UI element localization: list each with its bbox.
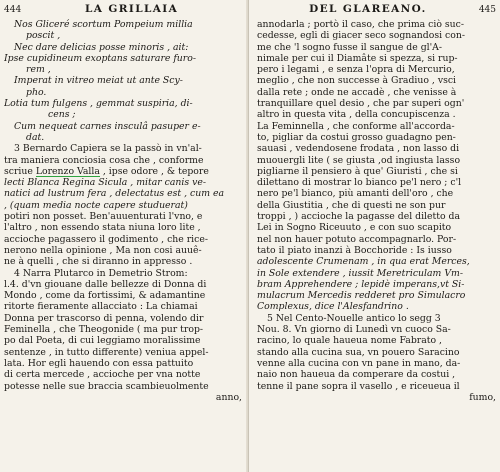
text-line: Donna per trascorso di penna, volendo dir: [4, 312, 204, 324]
text-line: pho.: [26, 86, 47, 98]
right-text-block: [257, 19, 496, 403]
text-line: sauasi , vedendosene frodata , non lasso di: [257, 143, 460, 155]
text-line: potiri non posset. Ben'auuenturati l'vno, e: [4, 211, 203, 223]
text-line: fumo,: [469, 391, 496, 403]
right-page-number: 445: [478, 5, 496, 15]
text-line: Nou. 8. Vn giorno di Lunedì vn cuoco Sa-: [257, 324, 451, 336]
right-running-head: [257, 3, 496, 18]
text-line: tra maniera conciosia cosa che , conforme: [4, 154, 204, 166]
text-segment: , ipse odore , & tepore: [99, 165, 209, 177]
text-line: ne à quelli , che si diranno in appresso .: [4, 256, 193, 268]
text-line: Cum nequeat carnes insculâ pasuper e-: [14, 120, 201, 132]
text-line: nimale per cui il Diamâte si spezza, si rup-: [257, 52, 458, 64]
text-line: accioche pagassero il godimento , che rice-: [4, 233, 209, 245]
text-line: nel non hauer potuto accompagnarlo. Por-: [257, 233, 457, 245]
text-line: [4, 166, 242, 177]
text-line: 3 Bernardo Capiera se la passò in vn'al-: [14, 143, 202, 155]
text-line: Nec dare delicias posse minoris , ait:: [14, 41, 189, 53]
text-line: lecti Blanca Regina Sicula , mitar canis ve-: [4, 177, 207, 189]
text-line: po dal Poeta, di cui leggiamo moralissime: [4, 335, 201, 347]
left-page-number: 444: [4, 5, 22, 15]
text-line: Ipse cupidineum exoptans saturare furo-: [4, 52, 196, 64]
text-line: pigliarne il pensiero à que' Giuristi , che si: [257, 165, 458, 177]
text-line: tenne il pane sopra il vasello , e riceueua il: [257, 380, 460, 392]
text-line: l'altro , non essendo stata niuna loro lite ,: [4, 222, 201, 234]
text-line: lata. Hor egli hauendo con essa pattuito: [4, 357, 194, 369]
text-line: altro in questa vita , della concupiscenza .: [257, 109, 456, 121]
text-line: stando alla cucina sua, vn pouero Saracino: [257, 346, 460, 358]
text-line: troppi , ) accioche la pagasse del diletto da: [257, 211, 461, 223]
text-line: 5 Nel Cento-Nouelle antico lo segg 3: [267, 312, 441, 324]
text-line: in Sole extendere , iussit Meretriculam Vm-: [257, 267, 463, 279]
right-running-title: DEL GLAREANO.: [309, 3, 427, 15]
text-line: potesse nelle sue braccia scambieuolmente: [4, 380, 209, 392]
text-line: Nos Gliceré scortum Pompeium millia: [14, 19, 193, 30]
text-line: Lotia tum fulgens , gemmat suspiria, di-: [4, 98, 193, 110]
left-page: [0, 0, 248, 472]
text-line: meglio , che non successe à Gradiuo , vsci: [257, 75, 457, 87]
left-running-title: LA GRILLAIA: [85, 3, 179, 15]
text-line: ritorte fieramente allacciato : La chiamai: [4, 301, 198, 313]
text-line: l.4. d'vn giouane dalle bellezze di Donna di: [4, 278, 207, 290]
text-line: poscit ,: [26, 30, 61, 42]
text-line: della Giustitia , che di questi ne son pur: [257, 199, 446, 211]
text-line: me che 'l sogno fusse il sangue de gl'A-: [257, 41, 443, 53]
text-line: cens ;: [48, 109, 76, 121]
text-line: dat.: [26, 131, 45, 143]
text-line: bram Apprehendere ; lepidè imperans,vt Si-: [257, 278, 465, 290]
text-line: Mondo , come da fortissimi, & adamantine: [4, 290, 206, 302]
text-line: Imperat in vitreo meiat ut ante Scy-: [14, 75, 183, 87]
left-running-head: [4, 3, 242, 18]
text-line: tranquillare quel desio , che par superi ogn': [257, 98, 465, 110]
text-line: naio non haueua da comperare da costui ,: [257, 369, 456, 381]
text-line: La Feminnella , che conforme all'accorda-: [257, 120, 455, 132]
text-line: racino, lo quale haueua nome Fabrato ,: [257, 335, 443, 347]
highlighted-name[interactable]: Lorenzo Valla: [35, 165, 100, 177]
text-line: Complexus, dice l'Alesfandrino .: [257, 301, 409, 313]
text-line: sentenze , in tutto differente) veniua appel-: [4, 346, 209, 358]
text-line: dalla rete ; onde ne accadè , che venisse à: [257, 86, 457, 98]
text-line: Lei in Sogno Riceuuto , e con suo scapito: [257, 222, 452, 234]
text-line: adolescente Crumenam , in qua erat Merces,: [257, 256, 470, 268]
text-line: to, pigliar da costui grosso guadagno pen-: [257, 131, 456, 143]
text-line: di certa mercede , accioche per vna notte: [4, 369, 201, 381]
text-line: pero i legami , e senza l'opra di Mercurio,: [257, 64, 455, 76]
text-line: nerono nella opinione , Ma non cosi auuê-: [4, 244, 202, 256]
text-line: rem ,: [26, 64, 51, 76]
text-line: muouergli lite ( se giusta ,od ingiusta lasso: [257, 154, 461, 166]
text-line: , (quam media nocte capere studuerat): [4, 199, 188, 211]
text-line: venne alla cucina con vn pane in mano, da-: [257, 357, 461, 369]
text-line: cedesse, egli di giacer seco sognandosi con-: [257, 30, 465, 42]
text-line: Feminella , che Theogonide ( ma pur trop-: [4, 324, 204, 336]
text-line: tato il piato inanzi à Bocchoride : Is iusso: [257, 244, 452, 256]
right-page: [248, 0, 500, 472]
text-line: annodarla ; portò il caso, che prima ciò suc-: [257, 19, 464, 30]
text-line: nero pe'l bianco, più amanti dell'oro , che: [257, 188, 454, 200]
text-line: mulacrum Mercedis redderet pro Simulacro: [257, 290, 466, 302]
text-line: natici ad lustrum fera , delectatus est , cum ea: [4, 188, 225, 200]
text-segment: scriue: [4, 165, 36, 177]
text-line: dilettano di mostrar lo bianco pe'l nero ; c'l: [257, 177, 462, 189]
text-line: anno,: [215, 391, 242, 403]
left-text-block: [4, 19, 242, 403]
text-line: 4 Narra Plutarco in Demetrio Strom:: [14, 267, 188, 279]
